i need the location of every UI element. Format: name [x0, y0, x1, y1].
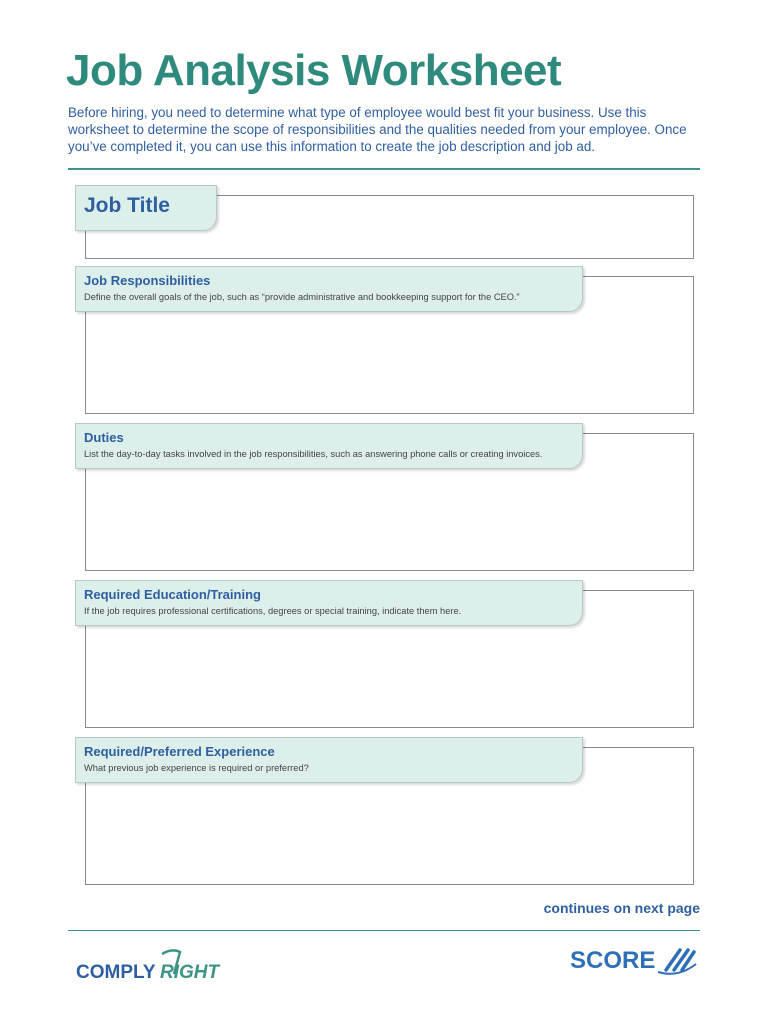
responsibilities-tab: [75, 266, 583, 312]
top-divider: [68, 168, 700, 170]
education-tab: [75, 580, 583, 626]
job-title-label: Job Title: [84, 194, 170, 217]
experience-tab: [75, 737, 583, 783]
job-title-tab: [75, 185, 217, 231]
experience-description: What previous job experience is required or preferred?: [84, 763, 309, 773]
education-description: If the job requires professional certifications, degrees or special training, indicate them here.: [84, 606, 462, 616]
continues-note: continues on next page: [543, 900, 700, 916]
svg-text:COMPLY: COMPLY: [76, 962, 156, 982]
responsibilities-label: Job Responsibilities: [84, 273, 211, 288]
duties-label: Duties: [84, 430, 124, 445]
svg-text:RIGHT: RIGHT: [160, 962, 220, 982]
page-title: Job Analysis Worksheet: [66, 46, 562, 95]
experience-label: Required/Preferred Experience: [84, 744, 275, 759]
duties-tab: [75, 423, 583, 469]
responsibilities-description: Define the overall goals of the job, such as “provide administrative and bookkeeping support for the CEO.”: [84, 292, 520, 302]
intro-text: Before hiring, you need to determine what type of employee would best fit your business. Use this worksheet to determine the scope of responsibilities and the qualities needed from your employee. Once you’ve completed it, you can use this information to create the job description and job ad.: [68, 105, 687, 154]
complyright-logo: [76, 948, 226, 982]
education-label: Required Education/Training: [84, 587, 261, 602]
duties-description: List the day-to-day tasks involved in the job responsibilities, such as answering phone calls or creating invoices.: [84, 449, 543, 459]
score-logo: [570, 942, 700, 978]
svg-text:SCORE: SCORE: [570, 947, 656, 974]
bottom-divider: [68, 930, 700, 931]
